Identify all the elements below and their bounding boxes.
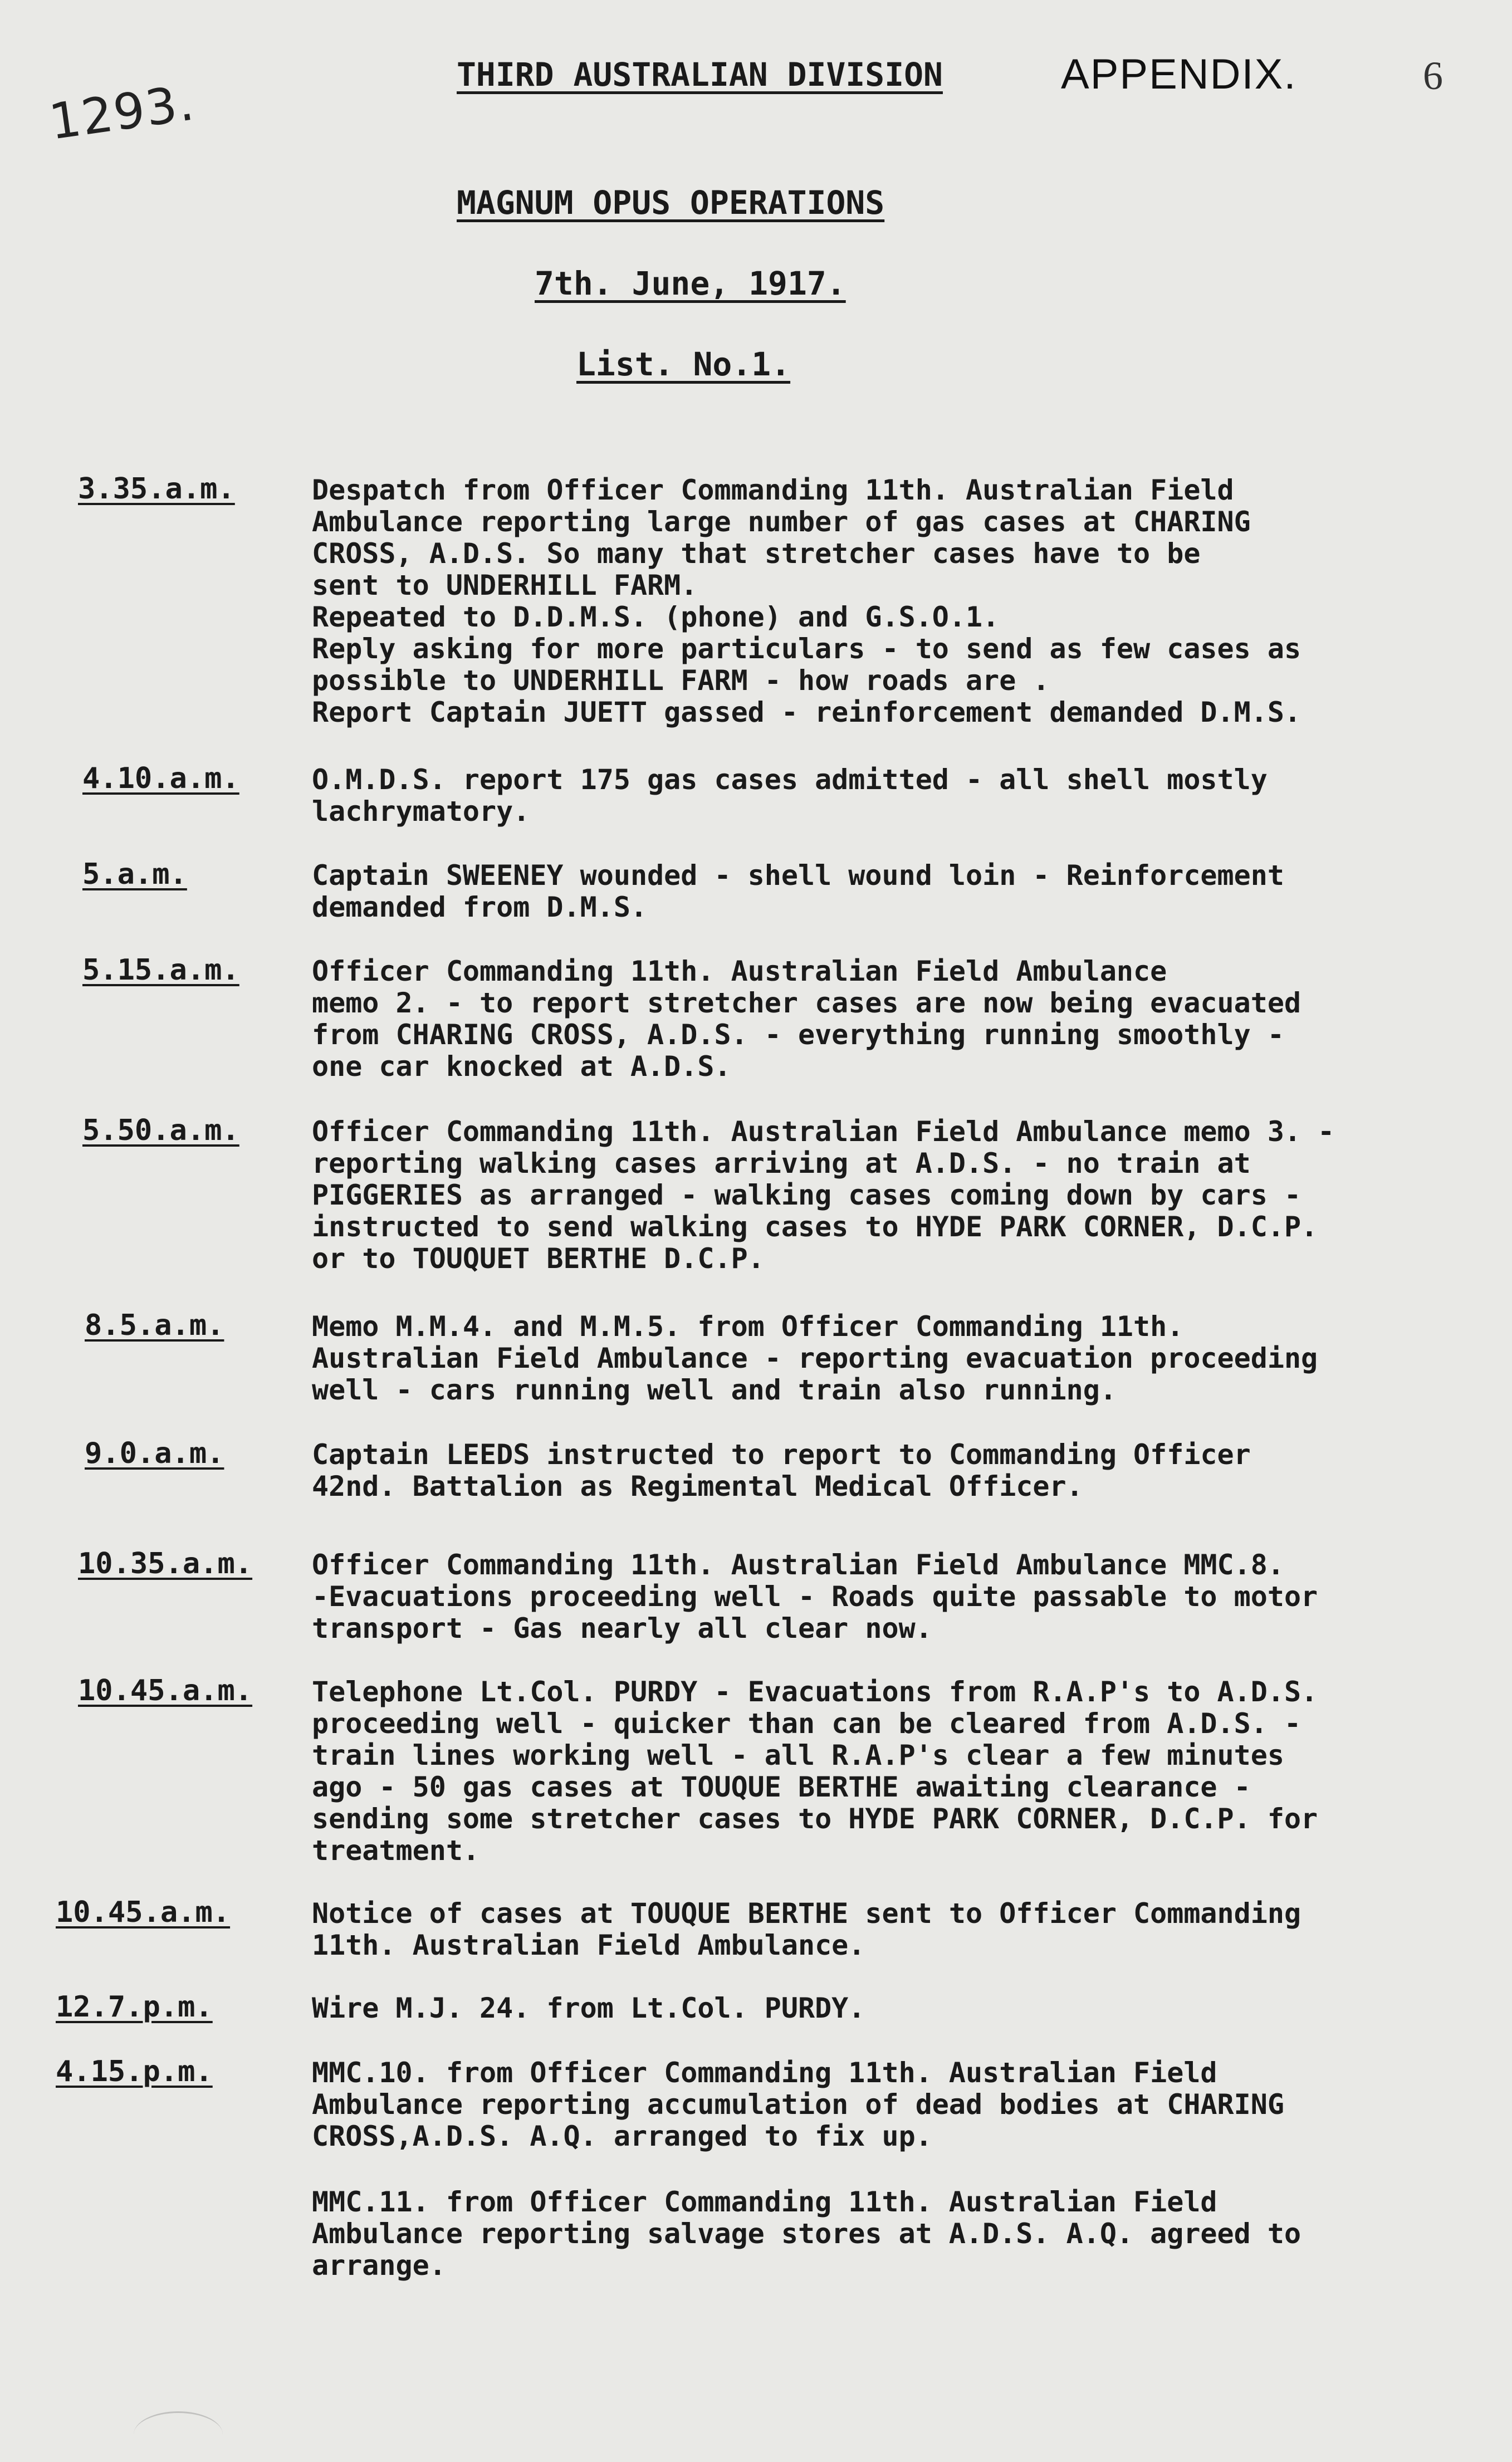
entry-time: 5.50.a.m.: [82, 1114, 239, 1147]
entry-text: Memo M.M.4. and M.M.5. from Officer Commanding 11th. Australian Field Ambulance - reporting evacuation proceeding well - cars running well and train also running.: [312, 1310, 1318, 1406]
entry-text: Officer Commanding 11th. Australian Field Ambulance MMC.8. -Evacuations proceeding well - Roads quite passable to motor transport - Gas nearly all clear now.: [312, 1549, 1318, 1644]
list-number-heading: List. No.1.: [576, 345, 791, 383]
entry-time: 10.45.a.m.: [78, 1674, 253, 1707]
entry-time: 5.a.m.: [82, 858, 187, 891]
entry-time: 12.7.p.m.: [56, 1990, 213, 2024]
appendix-label: APPENDIX.: [1061, 51, 1297, 98]
entry-time: 8.5.a.m.: [85, 1309, 224, 1342]
entry-text: Officer Commanding 11th. Australian Field Ambulance memo 2. - to report stretcher cases are now being evacuated from CHARING CROSS, A.D.S. - everything running smoothly - one car knocked at A.D.S.: [312, 955, 1301, 1083]
operations-heading: MAGNUM OPUS OPERATIONS: [457, 184, 885, 222]
entry-text: Wire M.J. 24. from Lt.Col. PURDY.: [312, 1992, 865, 2024]
folio-number: 1293.: [46, 74, 198, 151]
entry-text: Officer Commanding 11th. Australian Field Ambulance memo 3. - reporting walking cases arriving at A.D.S. - no train at PIGGERIES as arranged - walking cases coming down by cars - instructed to send walking cases to HYDE PARK CORNER, D.C.P. or to TOUQUET BERTHE D.C.P.: [312, 1115, 1335, 1275]
entry-time: 5.15.a.m.: [82, 953, 239, 987]
entry-text: O.M.D.S. report 175 gas cases admitted - all shell mostly lachrymatory.: [312, 763, 1268, 828]
entry-text: Captain SWEENEY wounded - shell wound loin - Reinforcement demanded from D.M.S.: [312, 859, 1284, 923]
entry-text: MMC.10. from Officer Commanding 11th. Australian Field Ambulance reporting accumulation of dead bodies at CHARING CROSS,A.D.S. A.Q. arranged to fix up.: [312, 2057, 1284, 2152]
entry-time: 10.45.a.m.: [56, 1896, 231, 1929]
entry-text: Telephone Lt.Col. PURDY - Evacuations from R.A.P's to A.D.S. proceeding well - quicker than can be cleared from A.D.S. - train lines working well - all R.A.P's clear a few minutes ago - 50 gas cases at TOUQUE BERTHE awaiting clearance - sending some stretcher cases to HYDE PARK CORNER, D.C.P. for treatment.: [312, 1676, 1318, 1867]
entry-time: 9.0.a.m.: [85, 1437, 224, 1470]
entry-time: 3.35.a.m.: [78, 472, 235, 506]
entry-text: MMC.11. from Officer Commanding 11th. Australian Field Ambulance reporting salvage stores at A.D.S. A.Q. agreed to arrange.: [312, 2186, 1301, 2282]
entry-time: 4.10.a.m.: [82, 762, 239, 795]
division-heading: THIRD AUSTRALIAN DIVISION: [457, 56, 943, 94]
entry-text: Notice of cases at TOUQUE BERTHE sent to Officer Commanding 11th. Australian Field Ambulance.: [312, 1897, 1301, 1961]
entry-text: Captain LEEDS instructed to report to Commanding Officer 42nd. Battalion as Regimental Medical Officer.: [312, 1438, 1251, 1502]
paper-mark: [134, 2411, 223, 2458]
entry-text: Despatch from Officer Commanding 11th. Australian Field Ambulance reporting large number of gas cases at CHARING CROSS, A.D.S. So many that stretcher cases have to be sent to UNDERHILL FARM. Repeated to D.D.M.S. (phone) and G.S.O.1. Reply asking for more particulars - to send as few cases as possible to UNDERHILL FARM - how roads are . Report Captain JUETT gassed - reinforcement demanded D.M.S.: [312, 474, 1301, 728]
appendix-number: 6: [1423, 53, 1443, 98]
date-heading: 7th. June, 1917.: [535, 265, 846, 302]
entry-time: 10.35.a.m.: [78, 1547, 253, 1580]
entry-time: 4.15.p.m.: [56, 2055, 213, 2088]
